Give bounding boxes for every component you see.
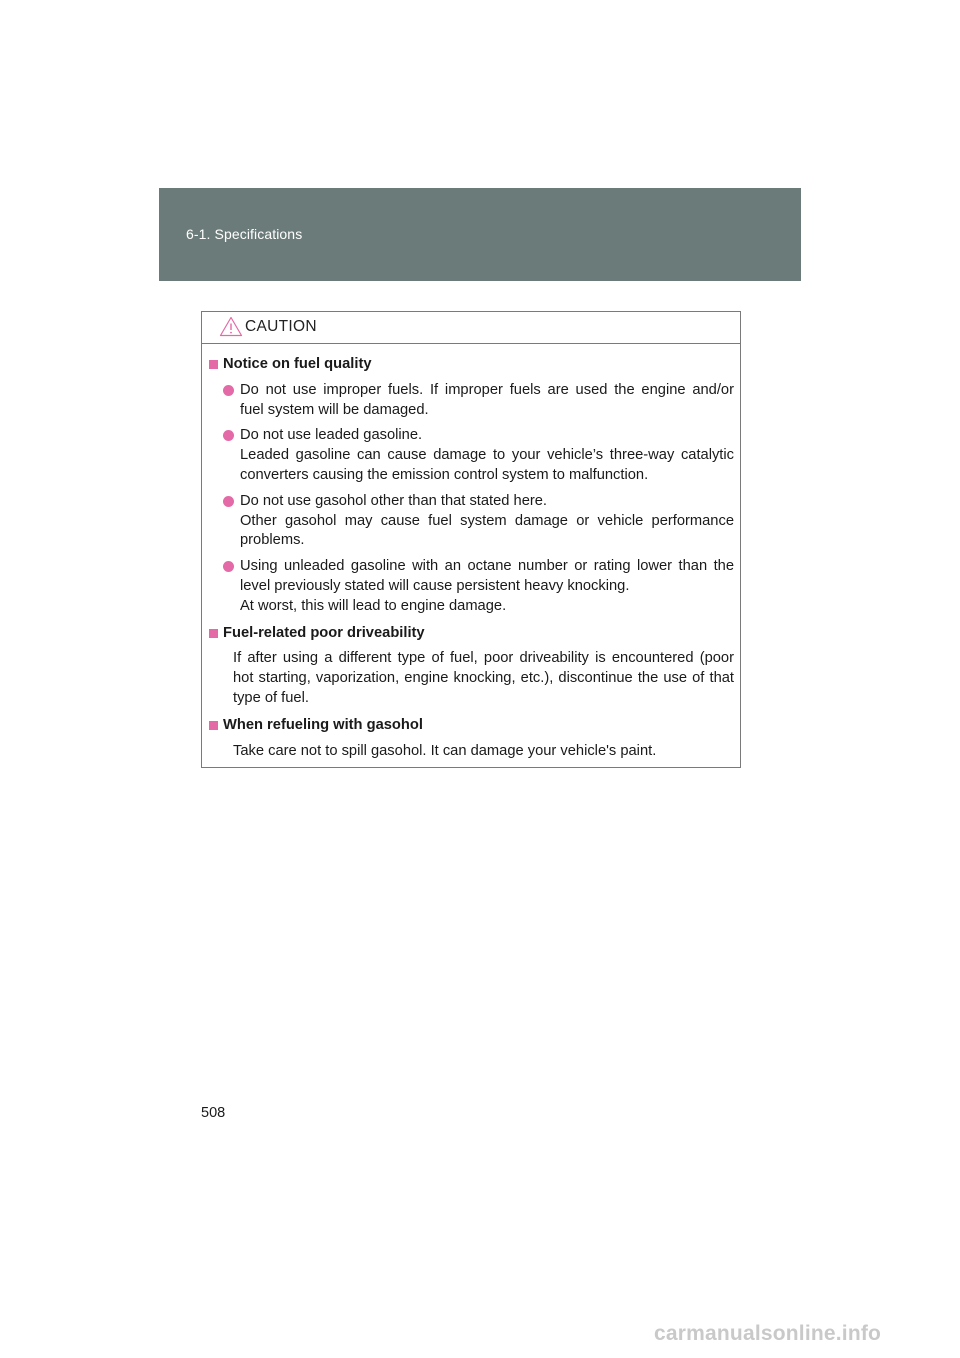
page-number: 508: [201, 1105, 226, 1121]
list-item: Using unleaded gasoline with an octane number or rating lower than the level previously stated will cause persistent heavy knocking. At worst, this will lead to engine damage.: [209, 557, 734, 616]
circle-bullet-icon: [223, 496, 234, 507]
circle-bullet-icon: [223, 430, 234, 441]
section-title-fuel-quality: Notice on fuel quality: [209, 355, 734, 375]
section-title-refueling-gasohol: When refueling with gasohol: [209, 716, 734, 736]
paragraph: If after using a different type of fuel, poor driveability is encountered (poor hot starting, vaporization, engine knocking, etc.), discontinue the use of that type of fuel.: [233, 650, 734, 706]
list-item: Do not use gasohol other than that stated here. Other gasohol may cause fuel system damage or vehicle performance problems.: [209, 492, 734, 551]
square-bullet-icon: [209, 360, 218, 369]
watermark: carmanualsonline.info: [654, 1322, 882, 1345]
paragraph: Take care not to spill gasohol. It can damage your vehicle's paint.: [233, 742, 657, 759]
section-header-band: [159, 188, 801, 281]
circle-bullet-icon: [223, 561, 234, 572]
section-title-poor-driveability: Fuel-related poor driveability: [209, 624, 734, 644]
section-poor-driveability: [209, 624, 734, 709]
section-fuel-quality: [209, 355, 734, 617]
section-refueling-gasohol: [209, 716, 734, 762]
circle-bullet-icon: [223, 385, 234, 396]
list-item: Do not use improper fuels. If improper fuels are used the engine and/or fuel system will be damaged.: [209, 381, 734, 421]
list-item: Do not use leaded gasoline. Leaded gasoline can cause damage to your vehicle’s three-way catalytic converters causing the emission control system to malfunction.: [209, 426, 734, 485]
caution-box: [201, 311, 741, 768]
square-bullet-icon: [209, 629, 218, 638]
caution-header: [202, 312, 740, 344]
caution-label: CAUTION: [245, 318, 317, 335]
caution-body: [202, 344, 740, 761]
warning-triangle-icon: [219, 316, 243, 337]
square-bullet-icon: [209, 721, 218, 730]
section-title: 6-1. Specifications: [186, 226, 303, 242]
